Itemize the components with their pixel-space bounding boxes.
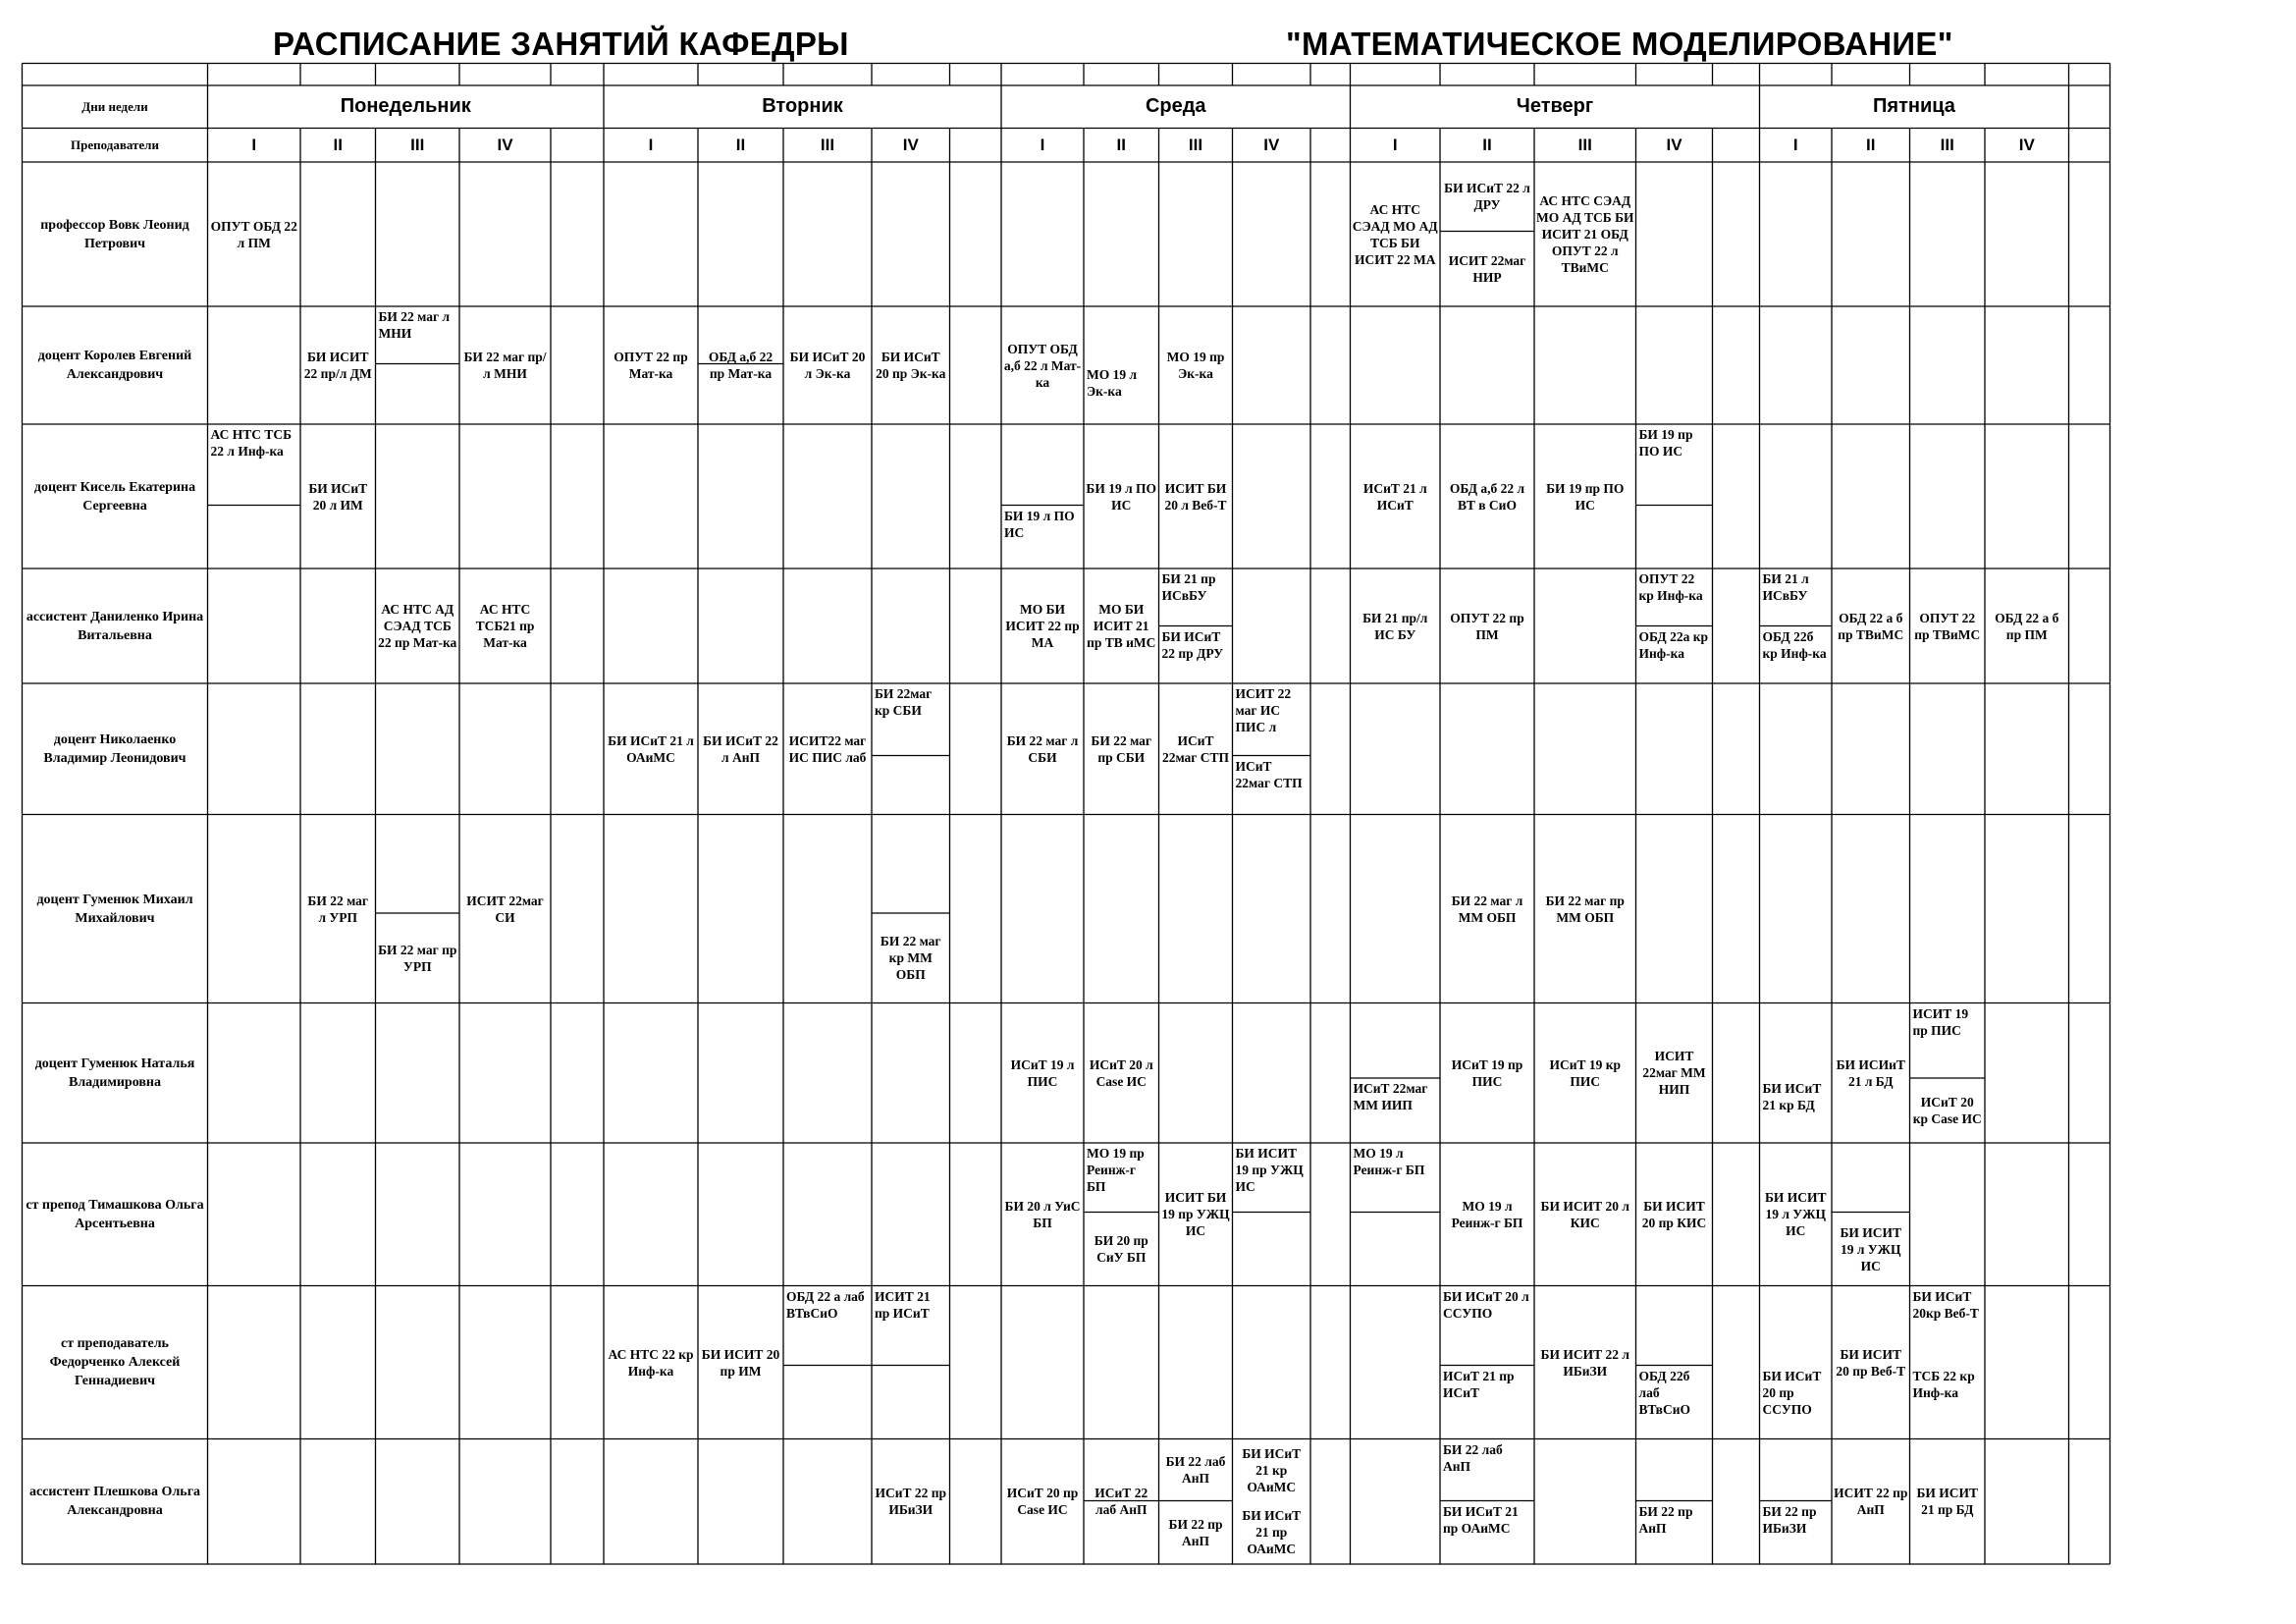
class-cell: БИ ИСиТ 21 пр ОАиМС [1242,1508,1302,1557]
class-cell: ОБД а,б 22 пр Мат-ка [708,350,774,381]
class-cell: АС НТС ТСБ 22 л Инф-ка [210,427,293,459]
class-cell: ОБД 22 а б пр ТВиМС [1838,610,1904,642]
pair-header: IV [2018,135,2035,155]
class-cell: ИСиТ 20 кр Case ИС [1912,1095,1982,1126]
class-cell: БИ ИСиТ 22 л АнП [703,732,778,765]
teacher-name: ассистент Плешкова Ольга Александровна [28,1485,201,1519]
class-cell: БИ 22 маг л СБИ [1006,732,1079,765]
class-cell: ИСиТ 21 пр ИСиТ [1443,1368,1515,1400]
class-cell: БИ 22 пр АнП [1168,1516,1223,1548]
department-title: "МАТЕМАТИЧЕСКОЕ МОДЕЛИРОВАНИЕ" [1286,26,1953,62]
class-cell: ИСиТ 22маг ММ ИИП [1353,1081,1428,1112]
pair-header: II [735,135,746,155]
class-cell: БИ 22маг кр СБИ [875,686,933,718]
class-cell: ИСиТ 19 л ПИС [1010,1056,1075,1089]
class-cell: БИ 20 л УиС БП [1004,1198,1081,1230]
class-cell: БИ ИСиТ 21 пр ОАиМС [1443,1503,1519,1536]
class-cell: БИ ИСИТ 19 пр УЖЦ ИС [1235,1146,1304,1194]
class-cell: БИ 20 пр СиУ БП [1094,1233,1148,1265]
pair-header: IV [1263,135,1280,155]
class-cell: БИ ИСиТ 21 кр ОАиМС [1242,1445,1302,1494]
pair-header: IV [902,135,919,155]
class-cell: БИ ИСиТ 20 л ССУПО [1443,1288,1529,1321]
class-cell: ИСИТ 19 пр ПИС [1912,1005,1969,1038]
class-cell: ИСИТ 21 пр ИСиТ [875,1288,931,1321]
class-cell: ОПУТ 22 пр Мат-ка [614,350,688,381]
teacher-name: ассистент Даниленко Ирина Витальевна [26,609,204,643]
class-cell: МО 19 пр Эк-ка [1166,350,1225,381]
class-cell: АС НТС СЭАД МО АД ТСБ БИ ИСИТ 21 ОБД ОПУТ 22 л ТВиМС [1536,193,1634,275]
pair-header: I [648,135,654,155]
class-cell: БИ 22 пр АнП [1638,1503,1693,1536]
teacher-name: ст препод Тимашкова Ольга Арсентьевна [26,1197,204,1231]
day-header: Вторник [762,95,843,118]
class-cell: МО 19 л Реинж-г БП [1353,1146,1425,1177]
class-cell: БИ 22 маг л ММ ОБП [1451,893,1523,925]
class-cell: МО 19 л Эк-ка [1087,366,1138,399]
pair-header: II [333,135,343,155]
class-cell: ИСиТ 19 пр ПИС [1451,1056,1523,1089]
class-cell: ОБД 22б лаб ВТвСиО [1638,1368,1690,1417]
class-cell: БИ 21 л ИСвБУ [1762,571,1809,603]
class-cell: ИСИТ22 маг ИС ПИС лаб [788,732,867,765]
class-cell: ОПУТ ОБД 22 л ПМ [210,218,297,250]
pair-header: II [1116,135,1126,155]
class-cell: БИ ИСИТ 22 пр/л ДМ [303,350,372,381]
class-cell: БИ 22 лаб АнП [1165,1454,1226,1486]
pair-header: IV [497,135,513,155]
pair-header: III [820,135,835,155]
pair-header: II [1866,135,1876,155]
pair-header: II [1482,135,1492,155]
class-cell: МО БИ ИСИТ 22 пр МА [1005,602,1080,650]
class-cell: ИСИТ 22маг СИ [466,893,544,925]
class-cell: АС НТС ТСБ21 пр Мат-ка [475,602,535,650]
class-cell: ТСБ 22 кр Инф-ка [1912,1368,1975,1400]
class-cell: ИСиТ 20 л Case ИС [1089,1056,1153,1089]
class-cell: ОПУТ 22 кр Инф-ка [1638,571,1703,603]
class-cell: БИ 22 маг пр ММ ОБП [1545,893,1625,925]
class-cell: БИ 22 пр ИБиЗИ [1762,1503,1817,1536]
day-header: Четверг [1516,95,1594,118]
class-cell: АС НТС АД СЭАД ТСБ 22 пр Мат-ка [378,602,457,650]
pair-header: III [1577,135,1592,155]
teacher-name: доцент Кисель Екатерина Сергеевна [33,479,196,514]
class-cell: БИ ИСИТ 19 л УЖЦ ИС [1764,1190,1827,1239]
class-cell: АС НТС 22 кр Инф-ка [608,1346,694,1379]
days-header: Дни недели [81,99,148,115]
class-cell: БИ ИСИиТ 21 л БД [1836,1056,1905,1089]
class-cell: БИ ИСИТ 20 л КИС [1540,1198,1629,1230]
pair-header: III [1188,135,1203,155]
class-cell: БИ 19 л ПО ИС [1086,480,1157,513]
class-cell: БИ ИСИТ 22 л ИБиЗИ [1540,1346,1629,1379]
class-cell: ИСиТ 21 л ИСиТ [1362,480,1427,513]
class-cell: БИ 22 маг пр УРП [378,942,457,974]
class-cell: БИ 22 маг пр/л МНИ [463,350,547,381]
class-cell: БИ ИСиТ 20 пр ССУПО [1762,1368,1822,1417]
class-cell: БИ ИСиТ 20 л Эк-ка [789,350,866,381]
class-cell: БИ 22 маг л УРП [307,893,369,925]
teacher-name: ст преподаватель Федорченко Алексей Геннадиевич [49,1336,181,1388]
day-header: Пятница [1873,95,1955,118]
pair-header: I [1792,135,1798,155]
pair-header: I [1392,135,1398,155]
pair-header: IV [1666,135,1682,155]
class-cell: БИ ИСиТ 20 л ИМ [308,480,368,513]
class-cell: ИСИТ 22 пр АнП [1834,1486,1908,1518]
pair-header: I [251,135,257,155]
teacher-name: профессор Вовк Леонид Петрович [40,217,189,251]
class-cell: ОПУТ ОБД а,б 22 л Мат-ка [1003,341,1082,390]
class-cell: БИ 22 лаб АнП [1443,1441,1503,1474]
class-cell: ИСиТ 20 пр Case ИС [1006,1486,1079,1518]
teacher-name: доцент Николаенко Владимир Леонидович [43,731,187,766]
class-cell: БИ ИСиТ 21 кр БД [1762,1081,1822,1112]
class-cell: ИСИТ 22 маг ИС ПИС л [1235,686,1292,734]
class-cell: ИСиТ 22маг СТП [1161,732,1230,765]
teacher-name: доцент Гуменюк Наталья Владимировна [34,1056,195,1090]
class-cell: ИСиТ 22 лаб АнП [1095,1486,1148,1518]
class-cell: ОБД 22 а лаб ВТвСиО [786,1288,865,1321]
class-cell: МО БИ ИСИТ 21 пр ТВ иМС [1087,602,1156,650]
class-cell: БИ ИСИТ 20 пр ИМ [701,1346,780,1379]
class-cell: ОПУТ 22 пр ПМ [1450,610,1524,642]
class-cell: ИСИТ 22маг НИР [1448,252,1526,285]
class-cell: БИ ИСиТ 20 пр Эк-ка [876,350,946,381]
day-header: Среда [1145,95,1206,118]
class-cell: ИСИТ БИ 20 л Веб-Т [1164,480,1227,513]
class-cell: БИ ИСИТ 19 л УЖЦ ИС [1840,1224,1902,1273]
class-cell: БИ 19 л ПО ИС [1004,508,1075,540]
class-cell: БИ 22 маг кр ММ ОБП [880,934,941,983]
class-cell: БИ ИСиТ 22 пр ДРУ [1161,628,1224,661]
class-cell: БИ ИСиТ 22 л ДРУ [1444,181,1530,213]
class-cell: БИ ИСИТ 20 пр КИС [1641,1198,1707,1230]
day-header: Понедельник [340,95,471,118]
class-cell: БИ 21 пр ИСвБУ [1161,571,1216,603]
class-cell: БИ 22 маг пр СБИ [1091,732,1152,765]
class-cell: БИ 21 пр/л ИС БУ [1362,610,1428,642]
class-cell: БИ ИСИТ 21 пр БД [1916,1486,1979,1518]
class-cell: АС НТС СЭАД МО АД ТСБ БИ ИСИТ 22 МА [1352,201,1438,267]
pair-header: I [1040,135,1045,155]
class-cell: ОБД 22 а б пр ПМ [1995,610,2059,642]
class-cell: МО 19 л Реинж-г БП [1451,1198,1523,1230]
class-cell: ОБД 22а кр Инф-ка [1638,628,1708,661]
teachers-header: Преподаватели [71,137,159,153]
class-cell: ИСиТ 19 кр ПИС [1549,1056,1622,1089]
class-cell: МО 19 пр Реинж-г БП [1087,1146,1145,1194]
pair-header: III [410,135,425,155]
class-cell: ИСиТ 22 пр ИБиЗИ [875,1486,947,1518]
class-cell: ОПУТ 22 пр ТВиМС [1914,610,1981,642]
class-cell: БИ ИСИТ 20 пр Веб-Т [1836,1346,1906,1379]
teacher-name: доцент Королев Евгений Александрович [37,349,192,382]
class-cell: ИСиТ 22маг СТП [1235,758,1303,790]
class-cell: БИ ИСиТ 20кр Веб-Т [1912,1288,1979,1321]
class-cell: БИ 19 пр ПО ИС [1546,480,1625,513]
class-cell: БИ ИСиТ 21 л ОАиМС [608,732,694,765]
page-title: РАСПИСАНИЕ ЗАНЯТИЙ КАФЕДРЫ [273,26,849,62]
class-cell: БИ 19 пр ПО ИС [1638,427,1693,459]
class-cell: ОБД 22б кр Инф-ка [1762,628,1827,661]
teacher-name: доцент Гуменюк Михаил Михайлович [36,892,193,926]
pair-header: III [1940,135,1954,155]
class-cell: ИСИТ 22маг ММ НИП [1642,1049,1706,1098]
class-cell: ОБД а,б 22 л ВТ в СиО [1449,480,1525,513]
class-cell: ИСИТ БИ 19 пр УЖЦ ИС [1161,1190,1230,1239]
class-cell: БИ 22 маг л МНИ [378,309,451,341]
